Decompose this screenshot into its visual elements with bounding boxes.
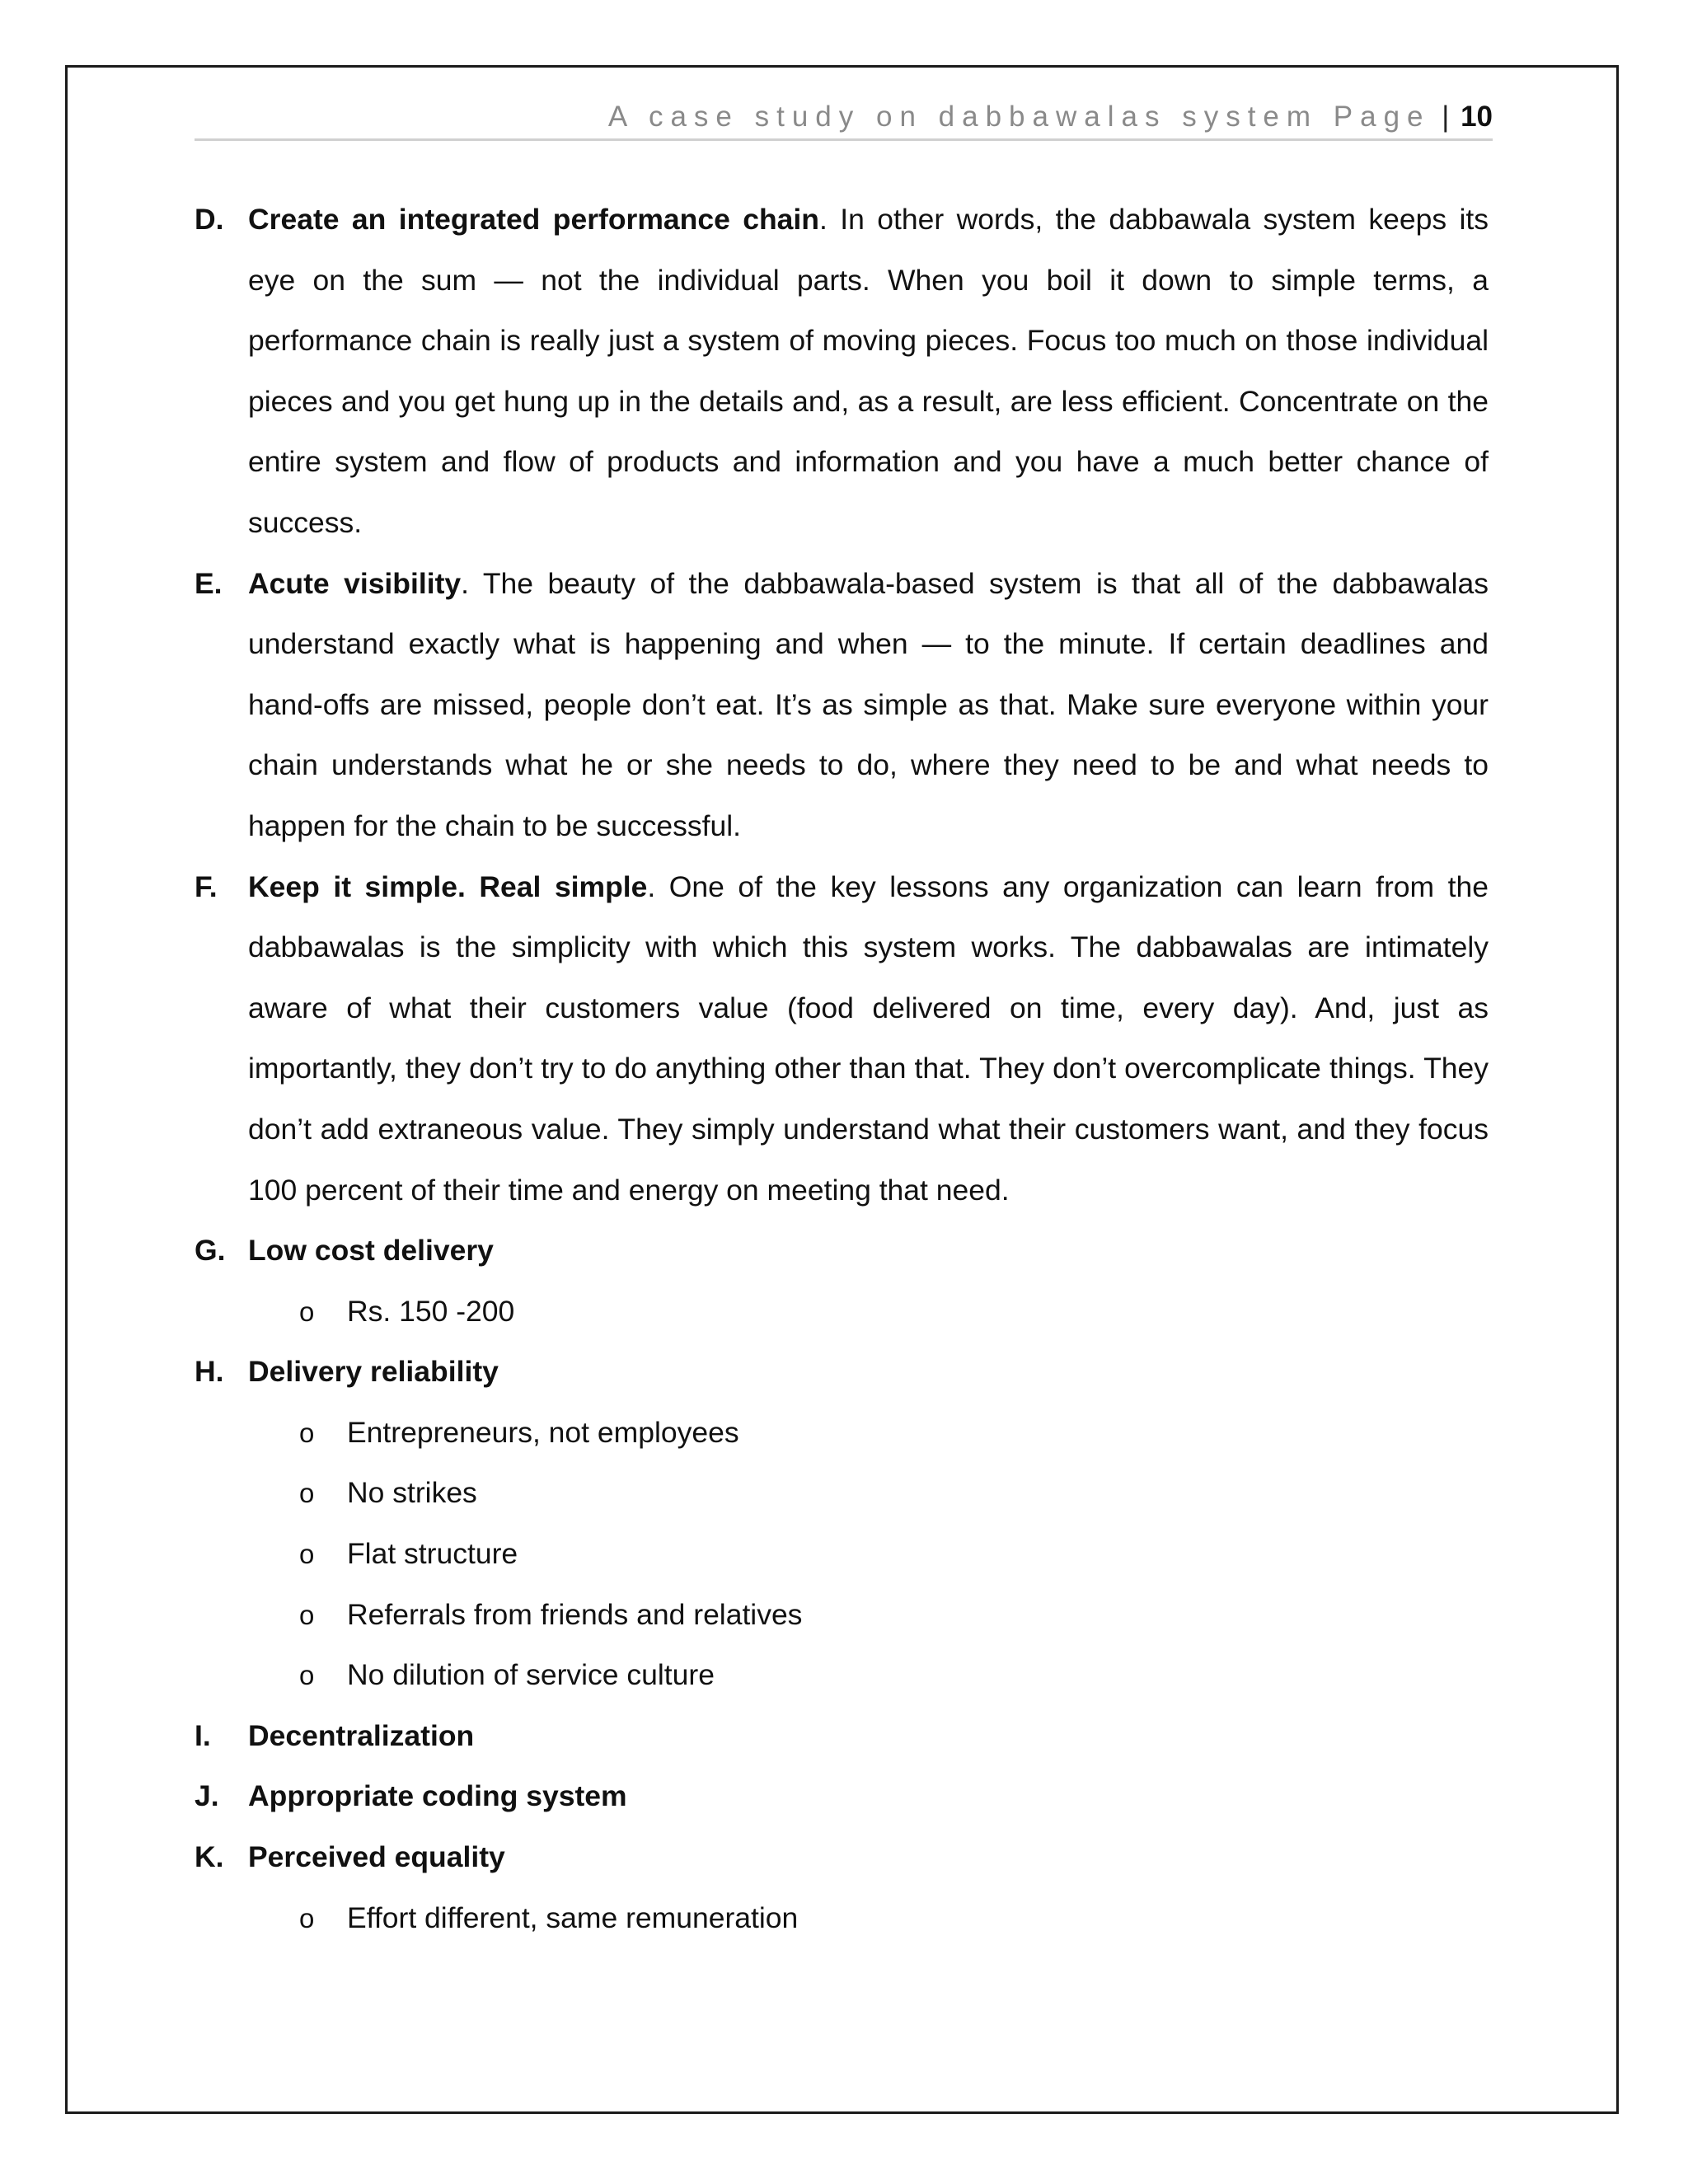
bullet-icon: o: [299, 1539, 315, 1570]
page-number: 10: [1461, 101, 1493, 133]
item-text: . One of the key lessons any organization can learn from the dabbawalas is the simplicity with which this system works. The dabbawalas are intimately aware of what their customers value (food delivered on time, every day). And, just as importantly, they don’t try to do anything other than that. They don’t overcomplicate things. They don’t add extraneous value. They simply understand what their customers want, and they focus 100 percent of their time and energy on meeting that need.: [248, 869, 1489, 1207]
item-heading: Appropriate coding system: [248, 1779, 627, 1813]
list-item-e: [195, 554, 1489, 857]
list-item-d: [195, 190, 1489, 554]
list-marker: I.: [195, 1718, 211, 1752]
item-heading: Low cost delivery: [248, 1234, 494, 1268]
list-item-h: [195, 1342, 1489, 1403]
bullet-icon: o: [299, 1902, 315, 1933]
sub-item-text: No strikes: [347, 1476, 477, 1510]
bullet-icon: o: [299, 1599, 315, 1630]
sub-item-text: No dilution of service culture: [347, 1658, 715, 1692]
list-marker: H.: [195, 1355, 224, 1389]
list-item-f: [195, 857, 1489, 1221]
item-lead: Create an integrated performance chain: [248, 203, 819, 236]
item-heading: Perceived equality: [248, 1840, 505, 1874]
item-lead: Acute visibility: [248, 566, 462, 600]
list-marker: D.: [195, 203, 224, 236]
sub-item-text: Entrepreneurs, not employees: [347, 1415, 739, 1449]
item-text: . In other words, the dabbawala system keeps its eye on the sum — not the individual parts. When you boil it down to simple terms, a performance chain is really just a system of moving pieces. Focus too much on those individual pieces and you get hung up in the details and, as a result, are less efficient. Concentrate on the entire system and flow of products and information and you have a much better chance of success.: [248, 203, 1489, 539]
list-marker: G.: [195, 1234, 226, 1268]
sub-item: [195, 1888, 1489, 1949]
list-marker: E.: [195, 566, 223, 600]
bullet-icon: o: [299, 1660, 315, 1691]
list-marker: J.: [195, 1779, 219, 1813]
sub-item-text: Rs. 150 -200: [347, 1294, 515, 1328]
header-separator: |: [1442, 101, 1450, 133]
bullet-icon: o: [299, 1417, 315, 1448]
header-divider: [195, 138, 1493, 141]
sub-item: [195, 1645, 1489, 1706]
sub-item-text: Flat structure: [347, 1537, 518, 1571]
list-item-k: [195, 1827, 1489, 1888]
item-text: . The beauty of the dabbawala-based system is that all of the dabbawalas understand exactly what is happening and when — to the minute. If certain deadlines and hand-offs are missed, people don’t eat. It’s as simple as that. Make sure everyone within your chain understands what he or she needs to do, where they need to be and what needs to happen for the chain to be successful.: [248, 566, 1489, 842]
list-item-j: [195, 1766, 1489, 1827]
sub-item: [195, 1403, 1489, 1464]
list-marker: K.: [195, 1840, 224, 1874]
sub-item: [195, 1524, 1489, 1585]
item-lead: Keep it simple. Real simple: [248, 869, 648, 903]
sub-item-text: Effort different, same remuneration: [347, 1900, 799, 1934]
header-title: A case study on dabbawalas system Page: [607, 101, 1431, 133]
sub-item: [195, 1585, 1489, 1646]
item-heading: Decentralization: [248, 1718, 475, 1752]
bullet-icon: o: [299, 1478, 315, 1509]
sub-item-text: Referrals from friends and relatives: [347, 1597, 803, 1631]
page-header: [195, 97, 1493, 137]
document-body: [195, 190, 1489, 1948]
list-item-g: [195, 1221, 1489, 1282]
bullet-icon: o: [299, 1296, 315, 1327]
list-item-i: [195, 1706, 1489, 1767]
item-heading: Delivery reliability: [248, 1355, 499, 1389]
sub-item: [195, 1463, 1489, 1524]
list-marker: F.: [195, 869, 218, 903]
sub-item: [195, 1282, 1489, 1343]
